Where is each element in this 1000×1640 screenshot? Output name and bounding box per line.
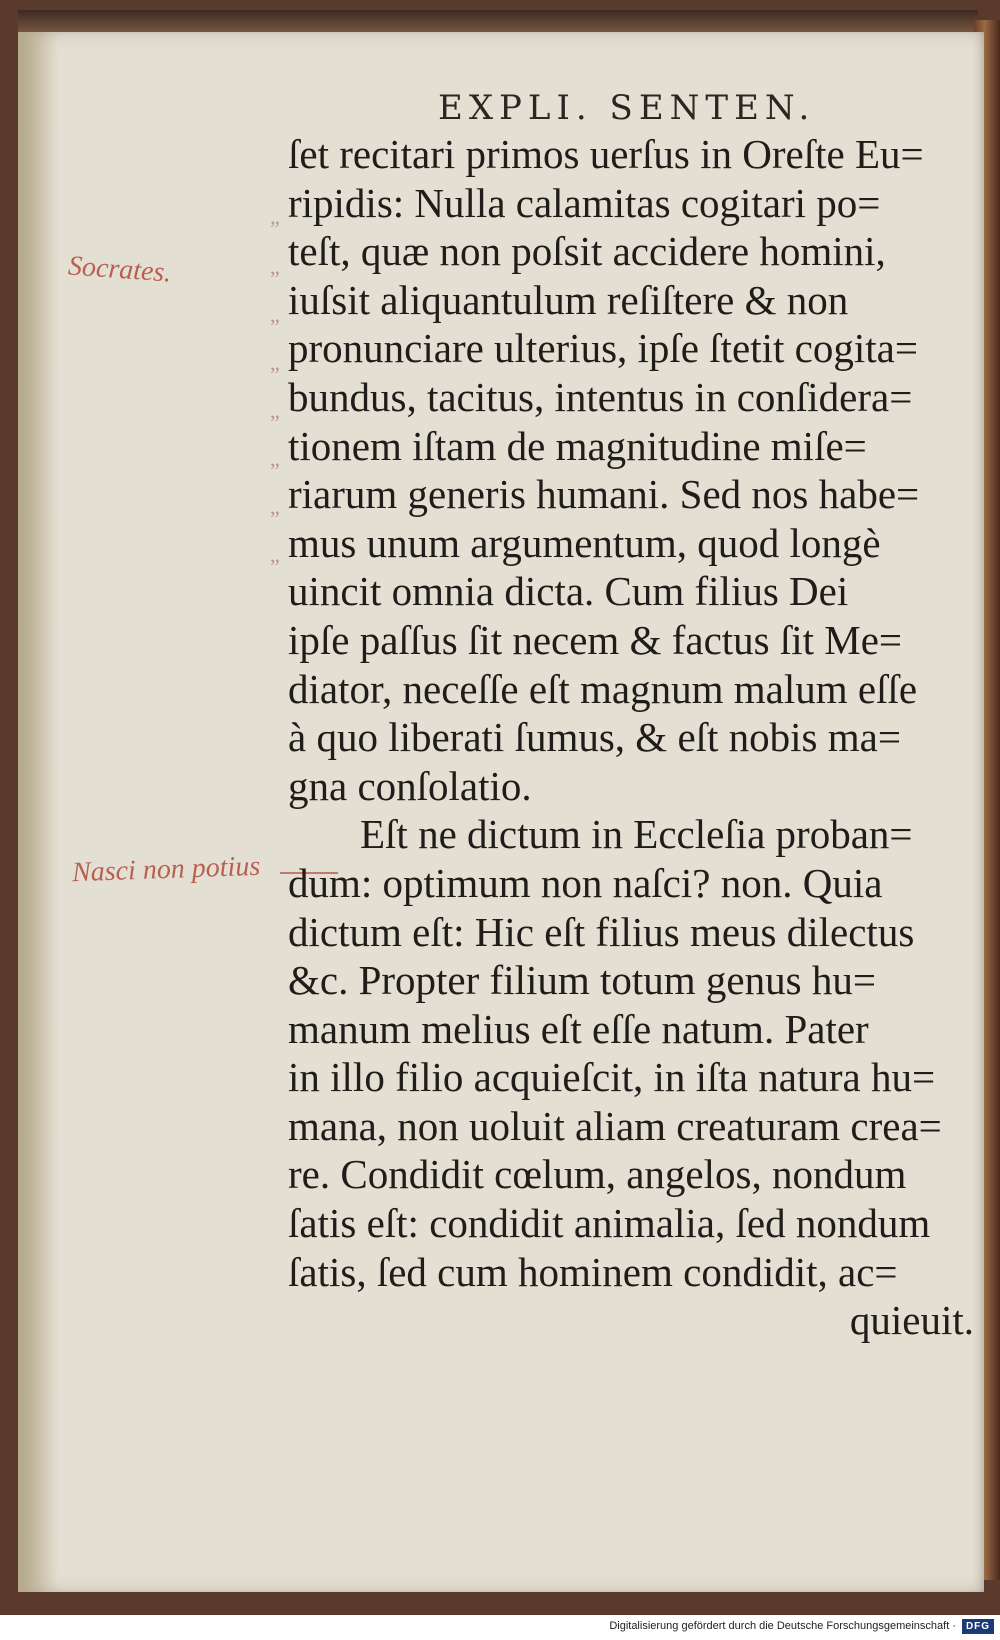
text-line: riarum generis humani. Sed nos habe= xyxy=(288,471,920,518)
quote-mark: „ xyxy=(270,254,280,279)
text-line: mus unum argumentum, quod longè xyxy=(288,519,881,566)
text-line: ipſe paſſus ſit necem & factus ſit Me= xyxy=(288,616,903,663)
quote-mark: „ xyxy=(270,350,280,375)
text-line: ripidis: Nulla calamitas cogitari po= xyxy=(288,179,881,226)
body-text xyxy=(288,130,988,1345)
quote-mark: „ xyxy=(270,494,280,519)
text-line: manum melius eſt eſſe natum. Pater xyxy=(288,1005,869,1052)
digitization-footer xyxy=(0,1615,1000,1640)
book-edge-top xyxy=(18,10,978,34)
text-line: re. Condidit cœlum, angelos, nondum xyxy=(288,1151,907,1198)
funding-credit: Digitalisierung gefördert durch die Deutsche Forschungsgemeinschaft · xyxy=(609,1620,956,1632)
text-line: dictum eſt: Hic eſt filius meus dilectus xyxy=(288,908,915,955)
quote-mark: „ xyxy=(270,398,280,423)
text-line: Eſt ne dictum in Eccleſia proban= xyxy=(360,811,913,858)
text-line: pronunciare ulterius, ipſe ſtetit cogita= xyxy=(288,325,918,372)
text-line: mana, non uoluit aliam creaturam crea= xyxy=(288,1102,942,1149)
text-line: diator, neceſſe eſt magnum malum eſſe xyxy=(288,665,918,712)
text-line: ſatis eſt: condidit animalia, ſed nondum xyxy=(288,1200,931,1247)
catchword: quieuit. xyxy=(849,1297,974,1344)
quote-mark: „ xyxy=(270,446,280,471)
text-line: teſt, quæ non poſsit accidere homini, xyxy=(288,228,886,275)
text-line: dum: optimum non naſci? non. Quia xyxy=(288,859,883,906)
running-head: EXPLI. SENTEN. xyxy=(438,88,816,128)
text-line: &c. Propter filium totum genus hu= xyxy=(288,957,876,1004)
quote-mark: „ xyxy=(270,204,280,229)
text-line: à quo liberati ſumus, & eſt nobis ma= xyxy=(288,714,901,761)
quote-mark: „ xyxy=(270,542,280,567)
dfg-logo: DFG xyxy=(962,1619,994,1634)
text-line: in illo filio acquieſcit, in iſta natura hu= xyxy=(288,1054,936,1101)
text-line: tionem iſtam de magnitudine miſe= xyxy=(288,422,867,469)
text-line: ſet recitari primos uerſus in Oreſte Eu= xyxy=(288,131,924,177)
text-line: gna conſolatio. xyxy=(288,762,532,809)
book-page xyxy=(18,32,984,1592)
page-spine-shadow xyxy=(18,32,58,1592)
text-line: ſatis, ſed cum hominem condidit, ac= xyxy=(288,1248,898,1295)
text-line: uincit omnia dicta. Cum filius Dei xyxy=(288,568,849,615)
margin-note-socrates: Socrates. xyxy=(67,250,173,289)
quote-mark: „ xyxy=(270,302,280,327)
text-line: bundus, tacitus, intentus in conſidera= xyxy=(288,373,913,420)
margin-note-second: Nasci non potius xyxy=(71,850,261,889)
text-line: iuſsit aliquantulum reſiſtere & non xyxy=(288,276,849,323)
